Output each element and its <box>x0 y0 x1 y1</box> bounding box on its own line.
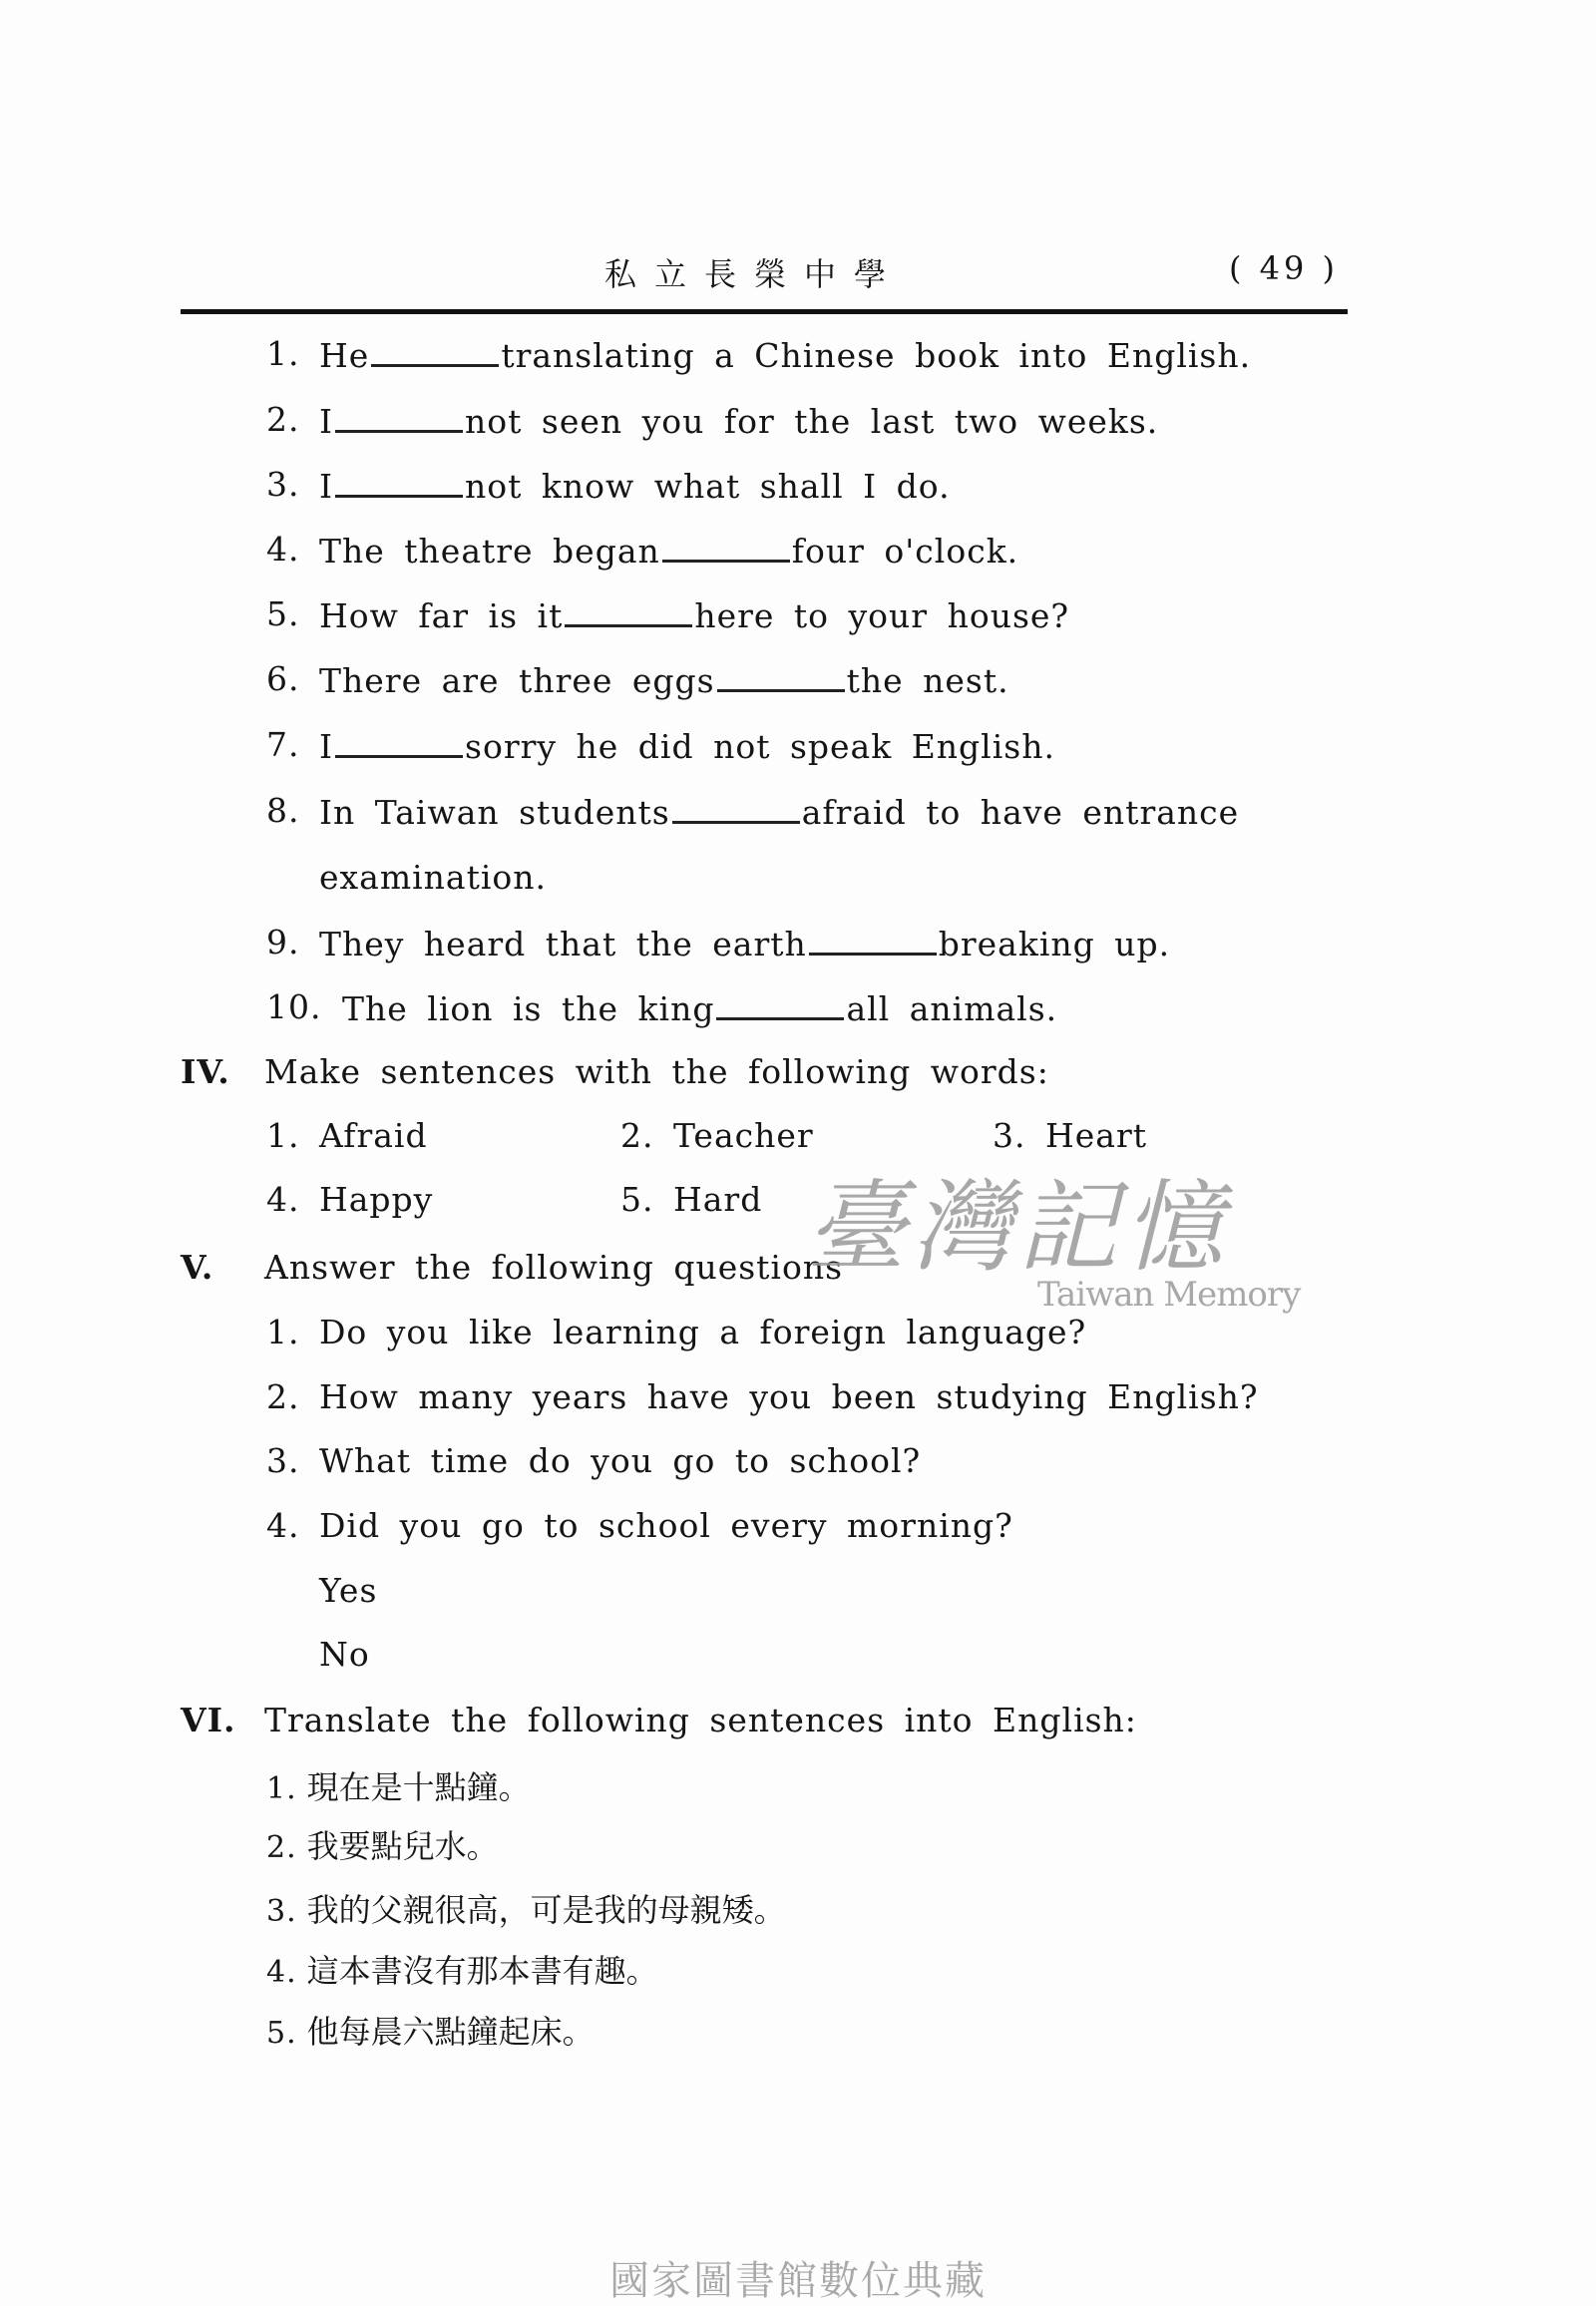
answer-yes: Yes <box>319 1571 378 1610</box>
section-roman-numeral: VI. <box>181 1701 236 1739</box>
watermark-english: Taiwan Memory <box>1037 1275 1301 1315</box>
text-before-blank: The theatre began <box>319 532 660 571</box>
question-item: 4. Did you go to school every morning? <box>266 1506 1013 1545</box>
text-after-blank: breaking up. <box>938 925 1171 963</box>
text-after-blank: translating a Chinese book into English. <box>501 336 1252 375</box>
item-continuation: examination. <box>319 858 548 897</box>
item-number: 1. <box>266 334 300 373</box>
chinese-sentence: 現在是十點鐘。 <box>306 1768 531 1806</box>
item-number: 5. <box>266 2016 297 2051</box>
footer-archive-label: 國家圖書館數位典藏 <box>609 2258 987 2304</box>
section-instruction: Translate the following sentences into English: <box>264 1701 1137 1739</box>
item-text <box>319 334 1251 376</box>
text-before-blank: They heard that the earth <box>319 925 807 963</box>
question-item: 3. What time do you go to school? <box>266 1441 922 1480</box>
text-after-blank: not seen you for the last two weeks. <box>465 402 1159 441</box>
item-number: 2. <box>266 400 300 439</box>
text-before-blank: In Taiwan students <box>319 793 670 832</box>
answer-blank[interactable] <box>565 594 692 627</box>
answer-blank[interactable] <box>809 923 937 956</box>
section-instruction: Make sentences with the following words: <box>264 1052 1049 1091</box>
watermark-chinese: 臺灣記憶 <box>806 1169 1229 1286</box>
word-item: 4. Happy <box>266 1180 434 1219</box>
item-text <box>319 725 1055 767</box>
chinese-sentence: 我要點兒水。 <box>306 1827 499 1865</box>
chinese-sentence: 我的父親很高，可是我的母親矮。 <box>306 1891 786 1929</box>
item-number: 5. <box>266 594 300 633</box>
text-before-blank: He <box>319 336 370 375</box>
item-number: 4. <box>266 1955 297 1990</box>
text-after-blank: four o'clock. <box>791 532 1019 571</box>
question-item: 1. Do you like learning a foreign language? <box>266 1313 1087 1351</box>
answer-blank[interactable] <box>716 987 844 1020</box>
section-roman-numeral: IV. <box>181 1052 230 1091</box>
taiwan-memory-watermark <box>806 1147 1301 1315</box>
chinese-sentence-item <box>266 1890 786 1932</box>
chinese-sentence-item <box>266 1826 499 1868</box>
school-name-header: 私立長榮中學 <box>604 255 905 293</box>
item-text <box>342 987 1057 1029</box>
item-number: 6. <box>266 659 300 698</box>
answer-blank[interactable] <box>717 659 845 692</box>
text-before-blank: I <box>319 467 334 506</box>
text-before-blank: I <box>319 402 334 441</box>
item-text <box>319 923 1170 964</box>
item-text <box>319 791 1239 833</box>
word-item: 3. Heart <box>993 1116 1147 1155</box>
item-number: 7. <box>266 725 300 764</box>
item-number: 1. <box>266 1771 297 1806</box>
chinese-sentence-item <box>266 2012 595 2054</box>
text-after-blank: the nest. <box>846 661 1009 700</box>
question-item: 2. How many years have you been studying English? <box>266 1377 1259 1416</box>
item-number: 8. <box>266 791 300 830</box>
page-number: ( 49 ) <box>1229 249 1340 287</box>
text-before-blank: How far is it <box>319 596 564 635</box>
item-text <box>319 594 1069 636</box>
item-number: 2. <box>266 1830 297 1865</box>
answer-blank[interactable] <box>371 334 499 367</box>
answer-blank[interactable] <box>672 791 800 824</box>
word-item: 5. Hard <box>620 1180 763 1219</box>
item-number: 9. <box>266 923 300 961</box>
text-after-blank: here to your house? <box>694 596 1070 635</box>
item-text <box>319 530 1018 572</box>
word-item: 2. Teacher <box>620 1116 814 1155</box>
text-before-blank: There are three eggs <box>319 661 715 700</box>
answer-blank[interactable] <box>662 530 790 563</box>
chinese-sentence-item <box>266 1951 658 1993</box>
answer-blank[interactable] <box>335 725 463 758</box>
item-text <box>319 465 951 507</box>
item-number: 10. <box>266 987 322 1026</box>
answer-blank[interactable] <box>335 465 463 498</box>
item-text <box>319 659 1009 701</box>
section-instruction: Answer the following questions <box>264 1248 844 1287</box>
text-after-blank: all animals. <box>846 989 1058 1028</box>
header-rule <box>181 309 1348 314</box>
section-roman-numeral: V. <box>181 1248 214 1287</box>
text-after-blank: afraid to have entrance <box>801 793 1240 832</box>
item-text <box>319 400 1158 442</box>
chinese-sentence: 這本書沒有那本書有趣。 <box>306 1952 658 1990</box>
answer-no: No <box>319 1635 370 1674</box>
item-number: 3. <box>266 465 300 504</box>
chinese-sentence: 他每晨六點鐘起床。 <box>306 2013 595 2051</box>
item-number: 3. <box>266 1894 297 1929</box>
text-after-blank: not know what shall I do. <box>465 467 951 506</box>
answer-blank[interactable] <box>335 400 463 433</box>
text-before-blank: I <box>319 727 334 766</box>
chinese-sentence-item <box>266 1767 531 1809</box>
text-after-blank: sorry he did not speak English. <box>465 727 1055 766</box>
text-before-blank: The lion is the king <box>342 989 715 1028</box>
word-item: 1. Afraid <box>266 1116 428 1155</box>
item-number: 4. <box>266 530 300 569</box>
